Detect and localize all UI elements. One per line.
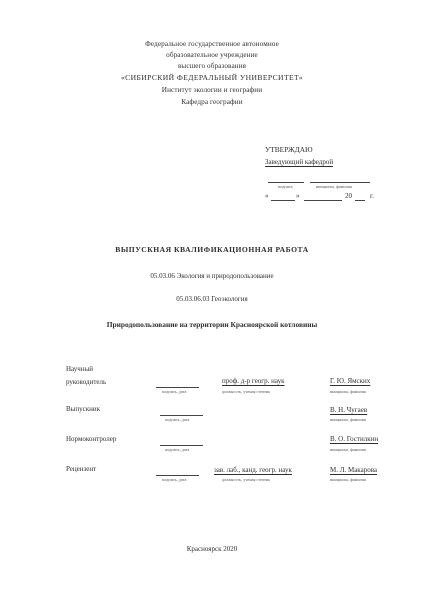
reviewer-signature-line [156, 475, 199, 476]
graduate-signature-line [160, 415, 203, 416]
supervisor-label-1: Научный [66, 365, 94, 373]
graduate-signature-caption: подпись, дата [165, 417, 190, 422]
approval-date-mid: » [296, 192, 300, 200]
reviewer-name: М. Л. Макарова [330, 466, 378, 474]
supervisor-position: проф. д-р геогр. наук [222, 377, 285, 385]
supervisor-name: Г. Ю. Ямских [330, 377, 371, 385]
supervisor-signature-line [156, 387, 199, 388]
reviewer-position-caption: должность, ученая степень [222, 477, 271, 482]
department-name: Кафедра географии [181, 98, 243, 106]
reviewer-signature-caption: подпись, дата [162, 477, 187, 482]
header-line-1: Федеральное государственное автономное [145, 40, 279, 48]
header-line-3: высшего образования [177, 62, 247, 70]
supervisor-signature-caption: подпись, дата [162, 389, 187, 394]
graduate-name: В. Н. Чугаев [330, 406, 368, 414]
approval-day-line [271, 200, 295, 201]
approval-year-line [355, 200, 365, 201]
normcontroller-name: В. О. Гостилкин [330, 435, 379, 443]
approval-year-suffix: г. [370, 192, 374, 200]
thesis-topic: Природопользование на территории Красноярской котловины [106, 320, 318, 329]
approval-signature-line [268, 182, 304, 183]
reviewer-position: зав. лаб., канд. геогр. наук [214, 466, 292, 474]
approval-name-line [310, 182, 370, 183]
approval-role: Заведующий кафедрой [265, 158, 334, 166]
institute-name: Институт экологии и географии [161, 86, 263, 94]
supervisor-position-caption: должность, ученая степень [222, 389, 271, 394]
approval-signature-caption: подпись [278, 184, 293, 189]
profile: 05.03.06.03 Геоэкология [176, 295, 248, 303]
approval-date-open: « [265, 192, 269, 200]
normcontroller-signature-line [160, 445, 203, 446]
supervisor-label-2: руководитель [66, 378, 107, 386]
supervisor-name-caption: инициалы, фамилия [330, 389, 366, 394]
approval-title: УТВЕРЖДАЮ [265, 145, 313, 154]
approval-month-line [304, 200, 342, 201]
approval-year: 20 [345, 192, 352, 200]
graduate-label: Выпускник [66, 405, 101, 413]
specialty: 05.03.06 Экология и природопользование [150, 272, 274, 280]
approval-name-caption: инициалы, фамилия [316, 184, 352, 189]
normcontroller-name-caption: инициалы, фамилия [330, 447, 366, 452]
header-line-2: образовательное учреждение [166, 51, 258, 59]
work-title: ВЫПУСКНАЯ КВАЛИФИКАЦИОННАЯ РАБОТА [115, 245, 309, 254]
normcontroller-label: Нормоконтролер [66, 435, 117, 443]
reviewer-label: Рецензент [66, 465, 97, 473]
normcontroller-signature-caption: подпись, дата [165, 447, 190, 452]
graduate-name-caption: инициалы, фамилия [330, 417, 366, 422]
reviewer-name-caption: инициалы, фамилия [330, 477, 366, 482]
university-name: «СИБИРСКИЙ ФЕДЕРАЛЬНЫЙ УНИВЕРСИТЕТ» [120, 73, 304, 82]
city-year: Красноярск 2020 [186, 545, 238, 553]
